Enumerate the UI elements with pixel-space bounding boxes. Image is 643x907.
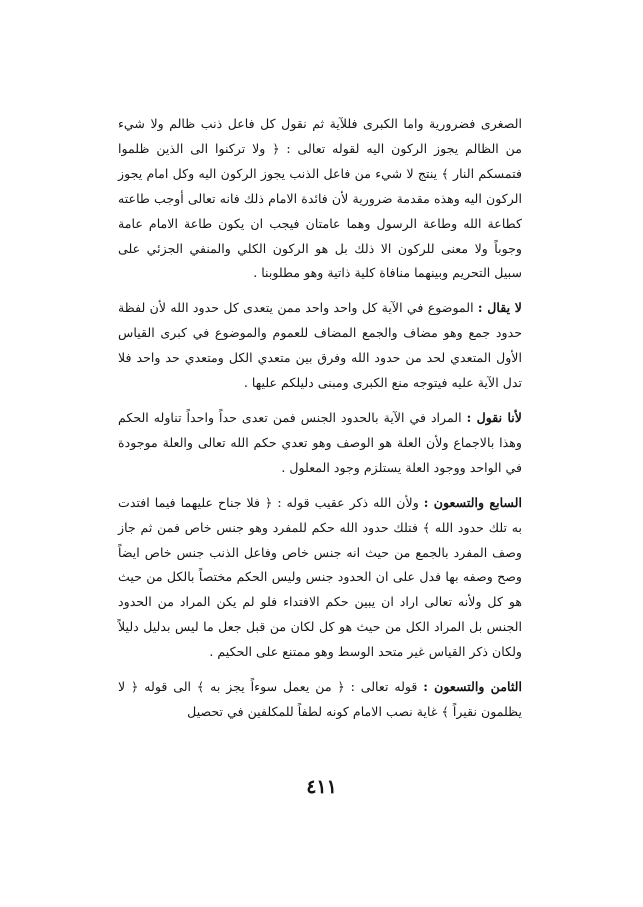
- page-body: [118, 112, 522, 725]
- paragraph-heading: الثامن والتسعون :: [423, 679, 522, 695]
- paragraph-text: الصغرى فضرورية واما الكبرى فللآية ثم نقول كل فاعل ذنب ظالم ولا شيء من الظالم يجوز الركون اليه لقوله تعالى : ﴿ ولا تركنوا الى الذين ظلموا فتمسكم النار ﴾ ينتج لا شيء من فاعل الذنب يجوز الركون اليه وكل امام يجوز الركون اليه وهذه مقدمة ضرورية لأن فائدة الامام ذلك فانه تعالى أوجب طاعته كطاعة الله وطاعة الرسول وهما عامتان فيجب ان يكون طاعة الامام عامة وجوباً ولا معنى للركون الا ذلك بل هو الركون الكلي والمنفي الجزئي على سبيل التحريم وبينهما منافاة كلية ذاتية وهو مطلوبنا .: [118, 116, 522, 281]
- paragraph-heading: لأنا نقول :: [466, 409, 522, 425]
- paragraph-text: قوله تعالى : ﴿ من يعمل سوءاً يجز به ﴾ الى قوله ﴿ لا يظلمون نقيراً ﴾ غاية نصب الامام كونه لطفاً للمكلفين في تحصيل: [118, 679, 522, 719]
- paragraph-heading: لا يقال :: [477, 300, 522, 316]
- paragraph: [118, 296, 522, 396]
- paragraph: [118, 675, 522, 725]
- paragraph: [118, 491, 522, 665]
- paragraph: [118, 112, 522, 286]
- paragraph-text: المراد في الآية بالحدود الجنس فمن تعدى حداً واحداً تناوله الحكم وهذا بالاجماع ولأن العلة هو الوصف وهو تعدي حكم الله تعالى والعلة موجودة في الواحد ووجود العلة يستلزم وجود المعلول .: [118, 409, 522, 475]
- paragraph-heading: السابع والتسعون :: [423, 494, 522, 510]
- paragraph-text: الموضوع في الآية كل واحد واحد ممن يتعدى كل حدود الله لأن لفظة حدود جمع وهو مضاف والجمع المضاف للعموم والموضوع في كبرى القياس الأول المتعدي لحد من حدود الله وفرق بين متعدي الكل ومتعدي حد واحد فلا تدل الآية عليه فيتوجه منع الكبرى ومبنى دليلكم عليها .: [118, 300, 522, 391]
- paragraph: [118, 406, 522, 481]
- paragraph-text: ولأن الله ذكر عقيب قوله : ﴿ فلا جناح عليهما فيما افتدت به تلك حدود الله ﴾ فتلك حدود الله حكم للمفرد وهو جنس خاص فمن ثم جاز وصف المفرد بالجمع من حيث انه جنس خاص وفاعل الذنب جنس خاص ايضاً وصح وصفه بها فدل على ان الحدود جنس وليس الحكم مختصاً بالكل من حيث هو كل ولأنه تعالى اراد ان يبين حكم الافتداء فلو لم يكن المراد من الحدود الجنس بل المراد الكل من حيث هو كل لكان من قبل جعل ما ليس بدليل دليلاً ولكان ذكر القياس غير متحد الوسط وهو ممتنع على الحكيم .: [118, 494, 522, 660]
- page-number: ٤١١: [306, 776, 337, 798]
